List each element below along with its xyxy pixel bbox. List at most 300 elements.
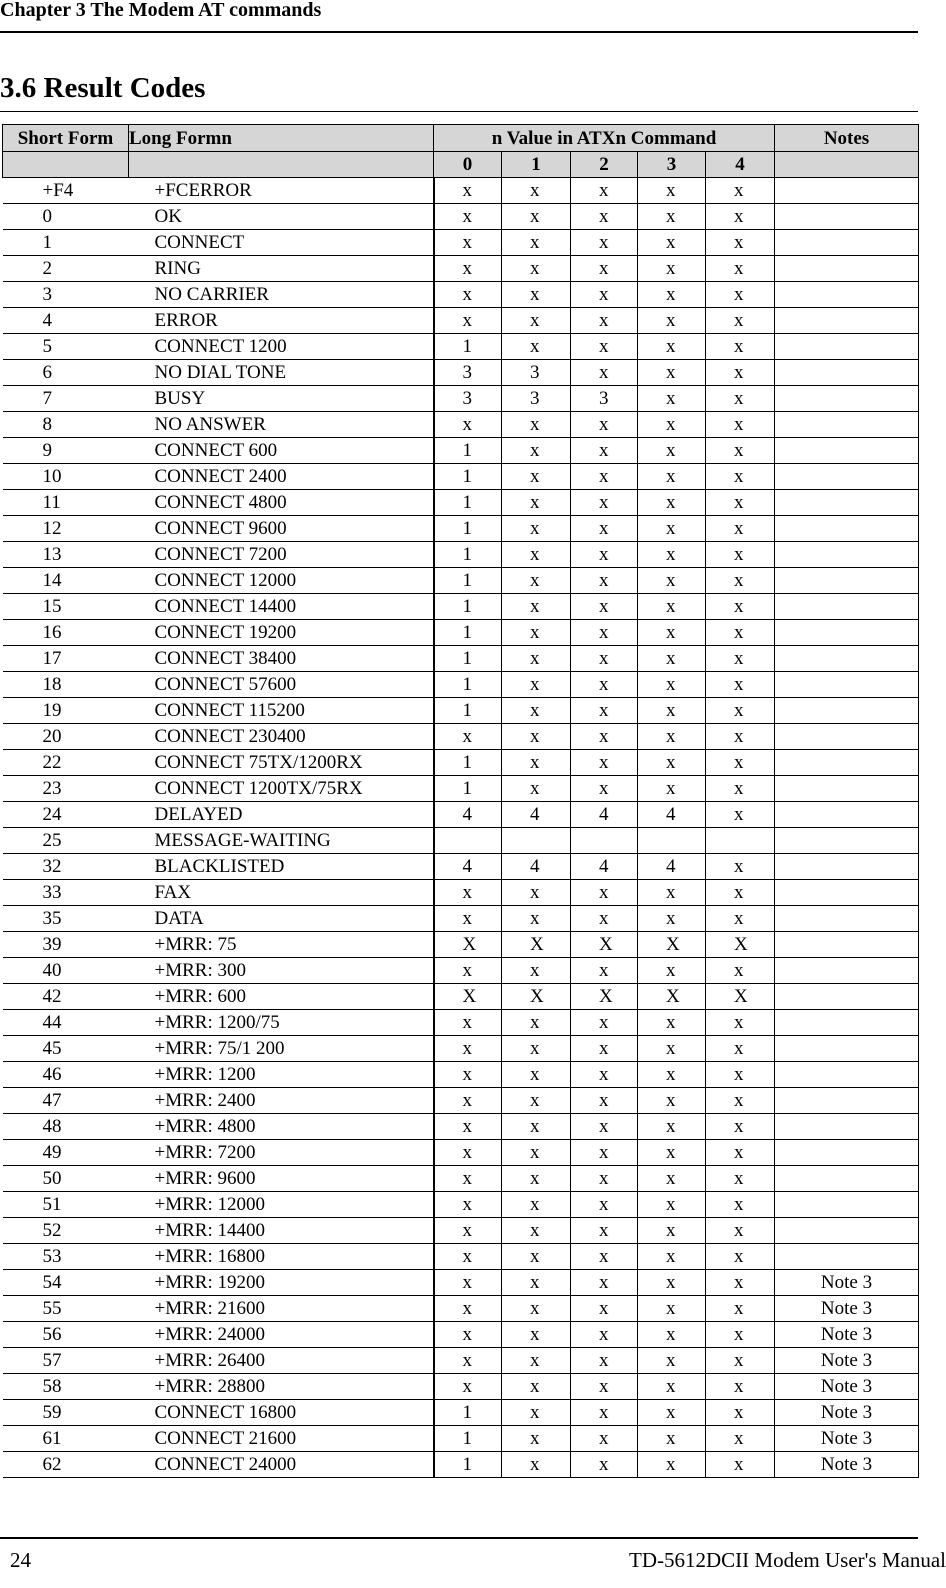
n-value-cell: x — [638, 568, 706, 594]
notes-cell — [775, 958, 919, 984]
short-form-cell: 44 — [3, 1010, 129, 1036]
manual-title: TD-5612DCII Modem User's Manual — [629, 1548, 946, 1572]
notes-cell — [775, 1088, 919, 1114]
long-form-cell: MESSAGE-WAITING — [129, 828, 434, 854]
n-value-cell: X — [502, 984, 571, 1010]
table-row — [3, 1192, 919, 1218]
subheader-blank — [775, 152, 919, 178]
long-form-cell: CONNECT 21600 — [129, 1426, 434, 1452]
short-form-cell: +F4 — [3, 178, 129, 204]
long-form-cell: CONNECT 600 — [129, 438, 434, 464]
long-form-cell: CONNECT 7200 — [129, 542, 434, 568]
n-value-cell: x — [571, 516, 638, 542]
n-value-cell: x — [706, 334, 775, 360]
short-form-cell: 2 — [3, 256, 129, 282]
table-row — [3, 178, 919, 204]
long-form-cell: CONNECT 12000 — [129, 568, 434, 594]
n-value-cell: x — [571, 1062, 638, 1088]
short-form-cell: 5 — [3, 334, 129, 360]
notes-cell — [775, 334, 919, 360]
short-form-cell: 49 — [3, 1140, 129, 1166]
n-value-cell: x — [638, 750, 706, 776]
table-row — [3, 282, 919, 308]
n-value-cell: x — [638, 204, 706, 230]
n-value-cell: x — [706, 854, 775, 880]
notes-cell: Note 3 — [775, 1322, 919, 1348]
short-form-cell: 25 — [3, 828, 129, 854]
n-value-cell: x — [434, 1218, 502, 1244]
table-row — [3, 386, 919, 412]
notes-cell — [775, 854, 919, 880]
table-row — [3, 1426, 919, 1452]
n-value-cell: x — [706, 256, 775, 282]
n-value-cell: x — [571, 776, 638, 802]
n-value-cell: x — [638, 1452, 706, 1478]
n-value-cell: x — [571, 1270, 638, 1296]
n-value-cell: x — [502, 958, 571, 984]
n-value-cell: x — [638, 958, 706, 984]
n-value-cell: x — [571, 1036, 638, 1062]
n-value-cell: x — [434, 880, 502, 906]
table-row — [3, 1010, 919, 1036]
table-row — [3, 516, 919, 542]
long-form-cell: +MRR: 14400 — [129, 1218, 434, 1244]
notes-cell — [775, 1218, 919, 1244]
table-row — [3, 360, 919, 386]
n-value-cell: x — [502, 1036, 571, 1062]
n-value-cell: 4 — [638, 854, 706, 880]
notes-cell — [775, 932, 919, 958]
n-value-cell: x — [706, 1166, 775, 1192]
n-value-cell: x — [571, 1296, 638, 1322]
notes-cell — [775, 750, 919, 776]
n-value-cell: x — [502, 334, 571, 360]
n-value-cell: x — [434, 1010, 502, 1036]
n-value-cell: x — [638, 1270, 706, 1296]
long-form-cell: BLACKLISTED — [129, 854, 434, 880]
table-row — [3, 1036, 919, 1062]
notes-cell: Note 3 — [775, 1270, 919, 1296]
n-value-cell: x — [706, 1322, 775, 1348]
n-value-cell: x — [638, 1010, 706, 1036]
table-row — [3, 1114, 919, 1140]
n-value-cell: x — [502, 646, 571, 672]
notes-cell — [775, 1192, 919, 1218]
short-form-cell: 57 — [3, 1348, 129, 1374]
short-form-cell: 24 — [3, 802, 129, 828]
long-form-cell: +MRR: 600 — [129, 984, 434, 1010]
long-form-cell: CONNECT 75TX/1200RX — [129, 750, 434, 776]
n-value-cell: x — [434, 204, 502, 230]
short-form-cell: 0 — [3, 204, 129, 230]
n-value-cell: x — [434, 1036, 502, 1062]
short-form-cell: 42 — [3, 984, 129, 1010]
n-value-cell: x — [571, 464, 638, 490]
n-value-cell: x — [706, 1296, 775, 1322]
long-form-cell: OK — [129, 204, 434, 230]
table-row — [3, 568, 919, 594]
n-value-cell: x — [706, 1062, 775, 1088]
table-row — [3, 1296, 919, 1322]
table-row — [3, 984, 919, 1010]
n-value-cell: X — [706, 932, 775, 958]
n-value-cell: 1 — [434, 620, 502, 646]
n-value-cell: x — [502, 464, 571, 490]
short-form-cell: 7 — [3, 386, 129, 412]
n-value-cell: 1 — [434, 1452, 502, 1478]
table-row — [3, 776, 919, 802]
n-value-cell: x — [571, 1244, 638, 1270]
n-value-cell: 1 — [434, 490, 502, 516]
long-form-cell: NO CARRIER — [129, 282, 434, 308]
n-value-cell: X — [571, 932, 638, 958]
long-form-cell: +MRR: 2400 — [129, 1088, 434, 1114]
short-form-cell: 59 — [3, 1400, 129, 1426]
n-value-cell: x — [571, 542, 638, 568]
notes-cell — [775, 542, 919, 568]
table-row — [3, 1348, 919, 1374]
long-form-cell: +FCERROR — [129, 178, 434, 204]
short-form-cell: 62 — [3, 1452, 129, 1478]
n-value-cell: x — [638, 542, 706, 568]
long-form-cell: +MRR: 9600 — [129, 1166, 434, 1192]
n-header-4: 4 — [706, 152, 775, 178]
n-header-0: 0 — [434, 152, 502, 178]
n-value-cell: x — [502, 620, 571, 646]
n-value-cell: x — [571, 1140, 638, 1166]
long-form-cell: +MRR: 300 — [129, 958, 434, 984]
n-value-cell: x — [502, 672, 571, 698]
table-row — [3, 802, 919, 828]
short-form-cell: 23 — [3, 776, 129, 802]
short-form-cell: 46 — [3, 1062, 129, 1088]
header-notes: Notes — [775, 125, 919, 152]
n-value-cell: x — [571, 308, 638, 334]
n-value-cell: x — [571, 568, 638, 594]
n-value-cell: x — [502, 178, 571, 204]
n-value-cell: X — [638, 932, 706, 958]
long-form-cell: CONNECT 9600 — [129, 516, 434, 542]
short-form-cell: 11 — [3, 490, 129, 516]
notes-cell — [775, 568, 919, 594]
long-form-cell: CONNECT 57600 — [129, 672, 434, 698]
n-value-cell: x — [706, 282, 775, 308]
n-value-cell: x — [638, 1400, 706, 1426]
short-form-cell: 14 — [3, 568, 129, 594]
n-value-cell: x — [706, 1036, 775, 1062]
long-form-cell: DELAYED — [129, 802, 434, 828]
n-value-cell: x — [502, 1218, 571, 1244]
n-value-cell: x — [706, 516, 775, 542]
n-value-cell: x — [502, 776, 571, 802]
n-value-cell: x — [502, 1348, 571, 1374]
n-value-cell — [571, 828, 638, 854]
n-value-cell: x — [706, 438, 775, 464]
n-value-cell: x — [502, 1192, 571, 1218]
table-body — [3, 178, 919, 1478]
n-value-cell: x — [571, 1088, 638, 1114]
n-value-cell: x — [502, 1270, 571, 1296]
n-value-cell: x — [706, 1218, 775, 1244]
short-form-cell: 51 — [3, 1192, 129, 1218]
n-value-cell: x — [638, 620, 706, 646]
table-row — [3, 1270, 919, 1296]
n-value-cell: x — [638, 1244, 706, 1270]
n-value-cell: 1 — [434, 542, 502, 568]
n-value-cell: x — [706, 672, 775, 698]
n-value-cell: x — [638, 308, 706, 334]
n-value-cell: x — [434, 230, 502, 256]
n-value-cell: x — [502, 490, 571, 516]
n-value-cell: x — [706, 1270, 775, 1296]
n-value-cell: x — [502, 724, 571, 750]
n-value-cell: x — [706, 750, 775, 776]
n-value-cell: x — [706, 1348, 775, 1374]
n-value-cell: x — [638, 776, 706, 802]
table-row — [3, 672, 919, 698]
n-value-cell: 1 — [434, 516, 502, 542]
table-row — [3, 490, 919, 516]
n-value-cell: x — [706, 230, 775, 256]
notes-cell — [775, 230, 919, 256]
table-row — [3, 412, 919, 438]
n-value-cell: x — [638, 724, 706, 750]
notes-cell — [775, 880, 919, 906]
notes-cell — [775, 1166, 919, 1192]
n-value-cell: X — [571, 984, 638, 1010]
n-value-cell: x — [502, 230, 571, 256]
table-row — [3, 464, 919, 490]
long-form-cell: BUSY — [129, 386, 434, 412]
short-form-cell: 48 — [3, 1114, 129, 1140]
n-value-cell: x — [638, 282, 706, 308]
n-value-cell: x — [502, 308, 571, 334]
n-value-cell: x — [571, 1114, 638, 1140]
notes-cell — [775, 776, 919, 802]
n-value-cell: 1 — [434, 750, 502, 776]
long-form-cell: CONNECT 115200 — [129, 698, 434, 724]
short-form-cell: 3 — [3, 282, 129, 308]
n-value-cell: x — [706, 724, 775, 750]
short-form-cell: 4 — [3, 308, 129, 334]
notes-cell — [775, 1010, 919, 1036]
short-form-cell: 9 — [3, 438, 129, 464]
n-value-cell: x — [638, 1348, 706, 1374]
header-short-form: Short Form — [3, 125, 129, 152]
n-value-cell: x — [706, 308, 775, 334]
n-value-cell: x — [502, 1140, 571, 1166]
notes-cell — [775, 516, 919, 542]
n-header-3: 3 — [638, 152, 706, 178]
short-form-cell: 12 — [3, 516, 129, 542]
long-form-cell: CONNECT 19200 — [129, 620, 434, 646]
long-form-cell: +MRR: 4800 — [129, 1114, 434, 1140]
notes-cell: Note 3 — [775, 1452, 919, 1478]
short-form-cell: 10 — [3, 464, 129, 490]
n-value-cell: x — [434, 1270, 502, 1296]
short-form-cell: 6 — [3, 360, 129, 386]
long-form-cell: CONNECT 230400 — [129, 724, 434, 750]
n-value-cell: x — [638, 386, 706, 412]
long-form-cell: +MRR: 75/1 200 — [129, 1036, 434, 1062]
n-value-cell: x — [571, 282, 638, 308]
short-form-cell: 1 — [3, 230, 129, 256]
n-value-cell: x — [706, 1192, 775, 1218]
header-n-value: n Value in ATXn Command — [434, 125, 775, 152]
notes-cell — [775, 1244, 919, 1270]
short-form-cell: 16 — [3, 620, 129, 646]
n-value-cell: x — [571, 1452, 638, 1478]
long-form-cell: +MRR: 26400 — [129, 1348, 434, 1374]
n-value-cell: x — [638, 1426, 706, 1452]
n-value-cell: 1 — [434, 594, 502, 620]
n-value-cell: x — [502, 880, 571, 906]
n-value-cell: x — [571, 1218, 638, 1244]
n-value-cell: x — [434, 958, 502, 984]
long-form-cell: NO DIAL TONE — [129, 360, 434, 386]
subheader-blank — [3, 152, 129, 178]
n-value-cell: x — [502, 1088, 571, 1114]
notes-cell — [775, 490, 919, 516]
n-value-cell: x — [571, 698, 638, 724]
n-value-cell: x — [502, 1400, 571, 1426]
n-value-cell: x — [502, 1244, 571, 1270]
long-form-cell: CONNECT 14400 — [129, 594, 434, 620]
notes-cell — [775, 802, 919, 828]
n-value-cell: x — [502, 594, 571, 620]
n-value-cell: 4 — [434, 854, 502, 880]
n-value-cell: x — [434, 308, 502, 334]
n-value-cell: x — [638, 1088, 706, 1114]
table-row — [3, 438, 919, 464]
long-form-cell: +MRR: 12000 — [129, 1192, 434, 1218]
n-value-cell: x — [571, 646, 638, 672]
n-value-cell: x — [571, 594, 638, 620]
n-value-cell: x — [571, 178, 638, 204]
chapter-title: Chapter 3 The Modem AT commands — [0, 0, 322, 21]
n-value-cell: x — [638, 1218, 706, 1244]
n-value-cell: x — [434, 1244, 502, 1270]
table-row — [3, 1088, 919, 1114]
notes-cell — [775, 906, 919, 932]
n-value-cell: x — [434, 1140, 502, 1166]
n-value-cell: x — [434, 1348, 502, 1374]
n-value-cell: x — [502, 542, 571, 568]
n-value-cell: x — [638, 412, 706, 438]
notes-cell — [775, 984, 919, 1010]
long-form-cell: +MRR: 16800 — [129, 1244, 434, 1270]
n-value-cell: 4 — [571, 802, 638, 828]
table-row — [3, 594, 919, 620]
short-form-cell: 58 — [3, 1374, 129, 1400]
n-value-cell: X — [706, 984, 775, 1010]
n-value-cell: x — [638, 1322, 706, 1348]
table-row — [3, 620, 919, 646]
n-value-cell: x — [571, 256, 638, 282]
notes-cell — [775, 386, 919, 412]
section-rule — [0, 111, 918, 112]
notes-cell — [775, 178, 919, 204]
notes-cell: Note 3 — [775, 1296, 919, 1322]
notes-cell — [775, 438, 919, 464]
n-value-cell: x — [638, 334, 706, 360]
n-value-cell: x — [502, 568, 571, 594]
n-value-cell: x — [502, 1010, 571, 1036]
table-row — [3, 1452, 919, 1478]
n-value-cell: x — [571, 1192, 638, 1218]
long-form-cell: CONNECT 2400 — [129, 464, 434, 490]
n-value-cell: 1 — [434, 776, 502, 802]
notes-cell — [775, 698, 919, 724]
n-value-cell: 4 — [502, 854, 571, 880]
n-value-cell: x — [638, 516, 706, 542]
n-value-cell: 4 — [638, 802, 706, 828]
n-value-cell: x — [706, 360, 775, 386]
notes-cell — [775, 308, 919, 334]
n-value-cell: x — [706, 802, 775, 828]
long-form-cell: +MRR: 7200 — [129, 1140, 434, 1166]
n-value-cell: 1 — [434, 646, 502, 672]
table-row — [3, 1166, 919, 1192]
n-value-cell: x — [638, 880, 706, 906]
notes-cell — [775, 256, 919, 282]
n-value-cell: x — [706, 204, 775, 230]
n-value-cell: x — [502, 438, 571, 464]
n-value-cell: x — [638, 438, 706, 464]
notes-cell — [775, 464, 919, 490]
n-value-cell: x — [571, 412, 638, 438]
table-row — [3, 906, 919, 932]
n-value-cell: x — [706, 698, 775, 724]
n-value-cell: x — [571, 1010, 638, 1036]
short-form-cell: 17 — [3, 646, 129, 672]
short-form-cell: 19 — [3, 698, 129, 724]
table-row — [3, 230, 919, 256]
n-value-cell: x — [571, 620, 638, 646]
n-value-cell: x — [706, 776, 775, 802]
n-value-cell: X — [434, 984, 502, 1010]
n-value-cell: x — [434, 1296, 502, 1322]
n-value-cell: x — [434, 178, 502, 204]
n-value-cell: 3 — [502, 386, 571, 412]
notes-cell — [775, 646, 919, 672]
n-value-cell: x — [434, 1374, 502, 1400]
n-value-cell: x — [502, 698, 571, 724]
n-value-cell: X — [638, 984, 706, 1010]
n-value-cell: x — [434, 282, 502, 308]
short-form-cell: 52 — [3, 1218, 129, 1244]
n-value-cell: x — [571, 750, 638, 776]
n-value-cell: 3 — [434, 386, 502, 412]
n-value-cell: x — [571, 1374, 638, 1400]
n-value-cell: 1 — [434, 568, 502, 594]
notes-cell — [775, 204, 919, 230]
n-value-cell: 3 — [434, 360, 502, 386]
n-value-cell: x — [638, 256, 706, 282]
table-row — [3, 256, 919, 282]
short-form-cell: 45 — [3, 1036, 129, 1062]
long-form-cell: CONNECT — [129, 230, 434, 256]
short-form-cell: 61 — [3, 1426, 129, 1452]
n-value-cell: x — [502, 750, 571, 776]
n-value-cell: x — [638, 1166, 706, 1192]
short-form-cell: 55 — [3, 1296, 129, 1322]
short-form-cell: 39 — [3, 932, 129, 958]
n-value-cell: x — [434, 1088, 502, 1114]
n-value-cell: x — [706, 1114, 775, 1140]
n-value-cell: x — [638, 1374, 706, 1400]
n-value-cell: 3 — [502, 360, 571, 386]
